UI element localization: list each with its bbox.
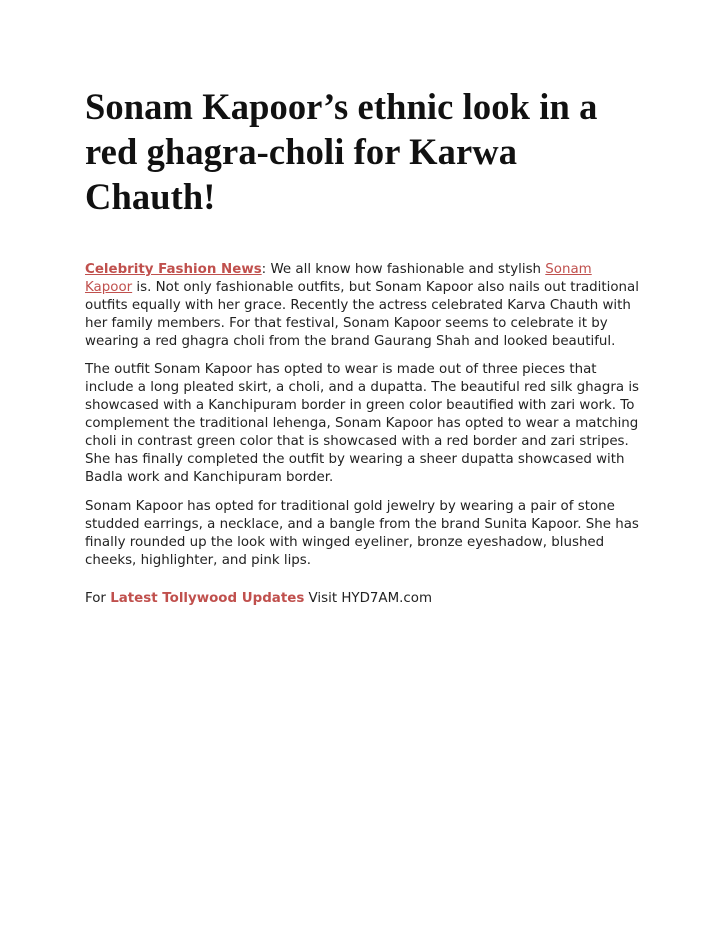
article-title: Sonam Kapoor’s ethnic look in a red ghagra-choli for Karwa Chauth! [85,86,598,217]
footer-line [85,590,641,608]
paragraph-jewelry: Sonam Kapoor has opted for traditional gold jewelry by wearing a pair of stone studded earrings, a necklace, and a bangle from the brand Sunita Kapoor. She has finally rounded up the look with winged eyeliner, bronze eyeshadow, blushed cheeks, highlighter, and pink lips. [85,499,639,568]
intro-text-b: is. Not only fashionable outfits, but Sonam Kapoor also nails out traditional outfits equally with her grace. Recently the actress celebrated Karva Chauth with her family members. For that festival, Sonam Kapoor seems to celebrate it by wearing a red ghagra choli from the brand Gaurang Shah and looked beautiful. [85,280,639,349]
category-link[interactable]: Celebrity Fashion News [85,262,262,277]
footer-prefix: For [85,591,111,606]
sonam-kapoor-link[interactable]: Sonam Kapoor [85,262,592,295]
intro-text-a: : We all know how fashionable and stylish [261,262,546,277]
paragraph-intro [85,261,641,351]
paragraph-outfit: The outfit Sonam Kapoor has opted to wear is made out of three pieces that include a long pleated skirt, a choli, and a dupatta. The beautiful red silk ghagra is showcased with a Kanchipuram border in green color beautified with zari work. To complement the traditional lehenga, Sonam Kapoor has opted to wear a matching choli in contrast green color that is showcased with a red border and zari stripes. She has finally completed the outfit by wearing a sheer dupatta showcased with Badla work and Kanchipuram border. [85,362,640,485]
footer-suffix: Visit HYD7AM.com [304,591,432,606]
article [85,84,641,608]
tollywood-updates-highlight: Latest Tollywood Updates [110,591,305,606]
